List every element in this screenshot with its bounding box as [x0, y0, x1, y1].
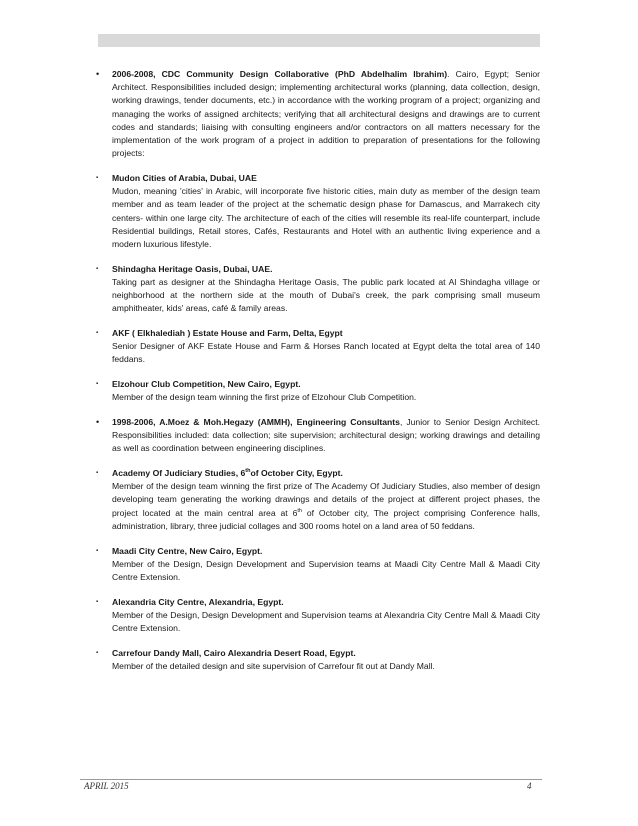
entry-description: Mudon, meaning 'cities' in Arabic, will incorporate five historic cities, main duty as member of the design team member and as team leader of the project at the schematic design phase for Damascus, and Marrakech city centers- within one large city. The architecture of each of the cities will resemble its real-life counterpart, include Residential buildings, Retail stores, Cafés, Restaurants and Hotel with an authentic living experience and a modern luxurious lifestyle. [112, 186, 540, 249]
bullet: ▪ [96, 329, 99, 336]
entry-title: 1998-2006, A.Moez & Moh.Hegazy (AMMH), Engineering Consultants [112, 416, 400, 427]
entry-elzohour [96, 378, 540, 404]
entry-title-start: Academy Of Judiciary Studies, 6 [112, 468, 246, 479]
entry-description: Member of the detailed design and site supervision of Carrefour fit out at Dandy Mall. [112, 661, 435, 672]
entry-title: Shindagha Heritage Oasis, Dubai, UAE. [112, 263, 273, 274]
entry-title: Carrefour Dandy Mall, Cairo Alexandria Desert Road, Egypt. [112, 647, 356, 658]
entry-carrefour [96, 647, 540, 673]
entry-description: Taking part as designer at the Shindagha Heritage Oasis, The public park located at Al Shindagha village or neighborhood at the northern side at the mouth of Dubai's creek, the park comprising small museum amphitheater, kids' areas, café & family areas. [112, 276, 540, 314]
entry-ammh [96, 416, 540, 456]
bullet: ▪ [96, 649, 99, 656]
entry-description: , Junior to Senior Design Architect. Responsibilities included: data collection; site supervision; architectural design; working drawings and detailing as well as coordination between engineering disciplines. [112, 416, 540, 454]
ordinal-suffix: th [245, 468, 251, 475]
entry-maadi [96, 545, 540, 585]
entry-akf [96, 327, 540, 367]
entry-title: Maadi City Centre, New Cairo, Egypt. [112, 545, 263, 556]
footer-rule [80, 779, 542, 780]
entry-title [112, 468, 343, 478]
entry-title-end: of October City, Egypt. [250, 468, 343, 479]
bullet: ▪ [96, 265, 99, 272]
entry-title: Elzohour Club Competition, New Cairo, Egypt. [112, 379, 301, 390]
bullet: ▪ [96, 174, 99, 181]
bullet: ▪ [96, 598, 99, 605]
footer-date: APRIL 2015 [84, 781, 129, 791]
entry-title: Alexandria City Centre, Alexandria, Egypt. [112, 596, 284, 607]
entry-description: Member of the Design, Design Development and Supervision teams at Maadi City Centre Mall & Maadi City Centre Extension. [112, 558, 540, 582]
entry-academy [96, 467, 540, 533]
ordinal-suffix: th [297, 507, 302, 514]
entry-description-start: Member of the design team winning the first prize of The Academy Of Judiciary Studies, also member of design developing team generating the working drawings and details of the project at different project phases, the project located at the main central area at 6 [112, 481, 540, 518]
experience-list [96, 68, 540, 685]
bullet: ▪ [96, 381, 99, 388]
entry-description: Senior Designer of AKF Estate House and Farm & Horses Ranch located at Egypt delta the total area of 140 feddans. [112, 341, 540, 365]
entry-description [112, 480, 540, 533]
bullet: • [96, 416, 100, 427]
entry-shindagha [96, 263, 540, 316]
entry-description: Member of the Design, Design Development and Supervision teams at Alexandria City Centre Mall & Maadi City Centre Extension. [112, 609, 540, 634]
entry-title: Mudon Cities of Arabia, Dubai, UAE [112, 172, 257, 183]
page-number: 4 [527, 781, 532, 791]
entry-mudon [96, 172, 540, 251]
bullet: • [96, 69, 100, 79]
entry-description: . Cairo, Egypt; Senior Architect. Responsibilities included design; implementing architectural works (planning, data collection, design, working drawings, tender documents, etc.) in accordance with the working program of a project; organizing and managing the works of assigned architects; verifying that all architectural designs and drawings are to current codes and standards; liaising with consulting engineers and/or contractors on all matters necessary for the implementation of the work program of a project in addition to preparation of presentations for the following projects: [112, 69, 540, 159]
entry-description: Member of the design team winning the first prize of Elzohour Club Competition. [112, 392, 417, 403]
header-bar [98, 34, 540, 47]
bullet: ▪ [96, 470, 99, 477]
entry-cdc [96, 68, 540, 160]
bullet: ▪ [96, 547, 99, 554]
entry-title: AKF ( Elkhalediah ) Estate House and Farm, Delta, Egypt [112, 327, 343, 338]
entry-title: 2006-2008, CDC Community Design Collaborative (PhD Abdelhalim Ibrahim) [112, 69, 448, 79]
entry-description-end: of October city, The project comprising Conference halls, administration, library, three judicial collages and 300 rooms hotel on a land area of 50 feddans. [112, 507, 540, 531]
entry-alexandria [96, 596, 540, 636]
